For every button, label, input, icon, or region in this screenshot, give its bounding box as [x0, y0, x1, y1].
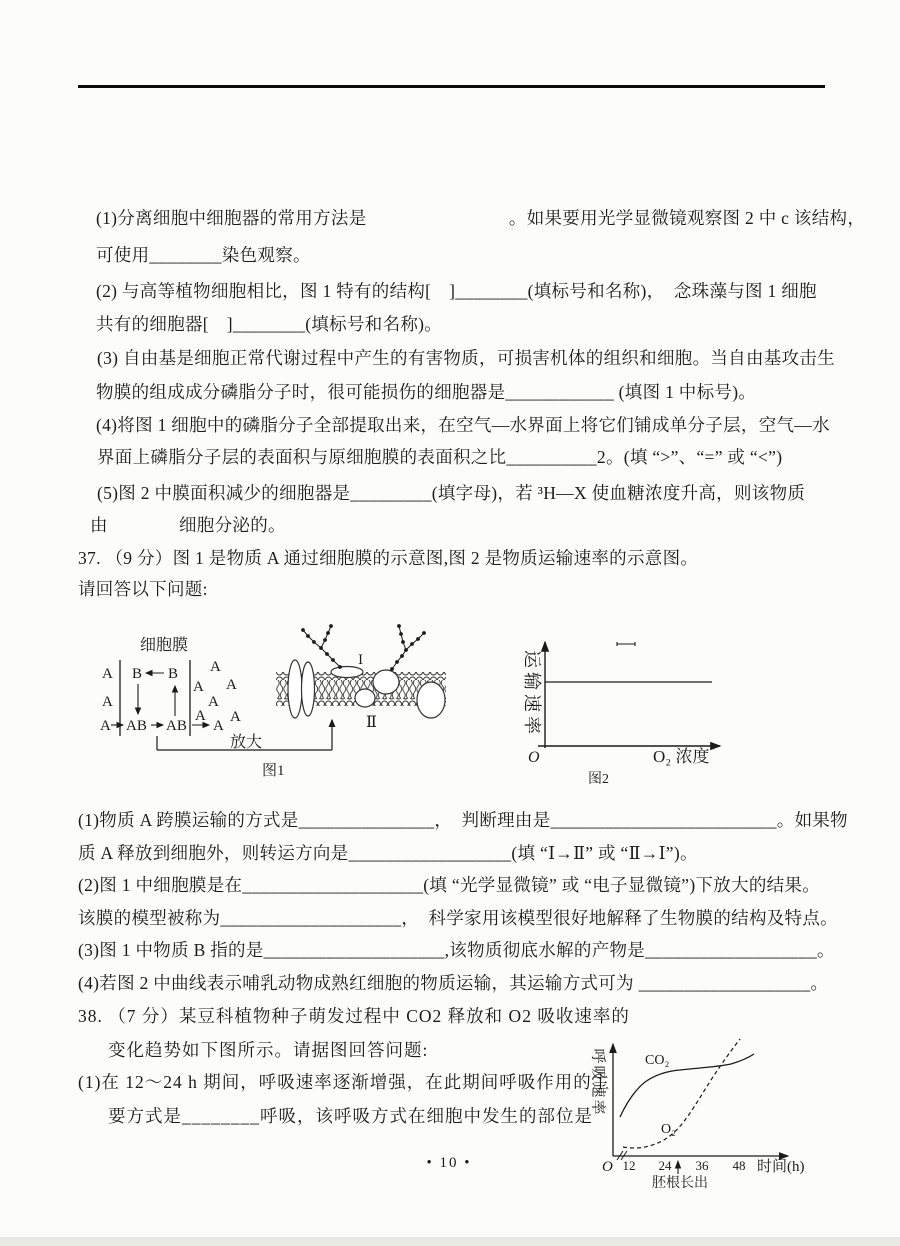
- molecule-a: A: [208, 694, 219, 710]
- figure2-caption: 图2: [588, 772, 609, 787]
- membrane-label: 细胞膜: [140, 637, 189, 654]
- doc-line: 质 A 释放到细胞外，则转运方向是__________________(填 “Ⅰ→Ⅱ” 或 “Ⅱ→Ⅰ”)。: [78, 843, 698, 863]
- x-tick: 48: [732, 1158, 746, 1173]
- x-tick: 12: [622, 1158, 636, 1173]
- doc-line: (2) 与高等植物细胞相比，图 1 特有的结构[ ]________(填标号和名称)， 念珠藻与图 1 细胞: [96, 281, 817, 301]
- doc-line: (3)图 1 中物质 B 指的是____________________,该物质彻底水解的产物是___________________。: [78, 940, 835, 960]
- doc-line: (4)若图 2 中曲线表示哺乳动物成熟红细胞的物质运输，其运输方式可为 ___________________。: [78, 973, 829, 993]
- o2-curve: [623, 1039, 740, 1148]
- molecule-a: A: [193, 679, 204, 695]
- doc-line: (2)图 1 中细胞膜是在____________________(填 “光学显微镜” 或 “电子显微镜”)下放大的结果。: [78, 875, 821, 895]
- molecule-b: B: [168, 666, 179, 682]
- molecule-a: A: [102, 666, 113, 682]
- molecule-a: A: [230, 709, 241, 725]
- glyco-chain: [390, 624, 426, 671]
- doc-line: 界面上磷脂分子层的表面积与原细胞膜的表面积之比__________2。(填 “>”、“=” 或 “<”): [97, 447, 783, 467]
- doc-line: 可使用________染色观察。: [96, 245, 311, 265]
- doc-line: 37. （9 分）图 1 是物质 A 通过细胞膜的示意图,图 2 是物质运输速率的示意图。: [78, 548, 699, 568]
- doc-line: (1)物质 A 跨膜运输的方式是_______________， 判断理由是_________________________。如果物: [78, 810, 848, 830]
- embedded-protein: [373, 670, 399, 694]
- fig2-ylabel: 运输速率: [522, 650, 542, 738]
- doc-line: (1)在 12～24 h 期间，呼吸速率逐渐增强，在此期间呼吸作用的主: [78, 1072, 611, 1092]
- figure-1: [90, 612, 460, 794]
- doc-line: 共有的细胞器[ ]________(填标号和名称)。: [96, 314, 443, 334]
- doc-line: (1)分离细胞中细胞器的常用方法是 。如果要用光学显微镜观察图 2 中 c 该结构，: [96, 208, 866, 228]
- x-tick: 24: [658, 1158, 672, 1173]
- molecule-a: A: [226, 677, 237, 693]
- doc-line: 38. （7 分）某豆科植物种子萌发过程中 CO2 释放和 O2 吸收速率的: [78, 1006, 630, 1026]
- doc-line: (4)将图 1 细胞中的磷脂分子全部提取出来，在空气—水界面上将它们铺成单分子层，空气—水: [96, 415, 830, 435]
- co2-label: CO₂: [645, 1053, 670, 1068]
- doc-line: (3) 自由基是细胞正常代谢过程中产生的有害物质，可损害机体的组织和细胞。当自由基攻击生: [97, 348, 835, 368]
- legend-dash: [617, 642, 635, 646]
- embedded-protein: [355, 689, 375, 707]
- doc-line: 物膜的组成成分磷脂分子时，很可能损伤的细胞器是____________ (填图 1 中标号)。: [96, 382, 757, 402]
- x-tick: 36: [695, 1158, 709, 1173]
- origin-label: O: [602, 1159, 613, 1175]
- magnify-label: 放大: [230, 734, 263, 751]
- channel-protein: [288, 660, 302, 718]
- annotation-label: 胚根长出: [652, 1176, 708, 1191]
- molecule-a: A: [213, 718, 224, 734]
- molecule-a: A: [195, 708, 206, 724]
- molecule-a: A: [210, 659, 221, 675]
- fig38-xlabel: 时间(h): [757, 1159, 805, 1175]
- complex-ab: AB: [126, 718, 147, 734]
- surface-protein: [331, 667, 363, 678]
- complex-ab: AB: [166, 718, 187, 734]
- doc-line: 该膜的模型被称为____________________， 科学家用该模型很好地解释了生物膜的结构及特点。: [78, 908, 838, 928]
- figure-38: [585, 1030, 885, 1195]
- doc-line: 要方式是________呼吸，该呼吸方式在细胞中发生的部位是: [108, 1106, 593, 1126]
- header-rule: [78, 85, 825, 88]
- molecule-b: B: [132, 666, 143, 682]
- region-label-1: Ⅰ: [358, 652, 364, 667]
- doc-line: (5)图 2 中膜面积减少的细胞器是_________(填字母)，若 ³H—X 使血糖浓度升高，则该物质: [97, 483, 806, 503]
- doc-line: 由 细胞分泌的。: [90, 515, 286, 535]
- doc-line: 请回答以下问题:: [78, 579, 208, 599]
- figure-2: [490, 615, 820, 790]
- co2-curve: [620, 1054, 754, 1117]
- o2-label: O₂: [661, 1122, 676, 1137]
- embedded-protein: [417, 682, 445, 718]
- doc-line: 变化趋势如下图所示。请据图回答问题:: [108, 1040, 429, 1060]
- page-number: • 10 •: [426, 1155, 472, 1171]
- molecule-a: A: [100, 718, 111, 734]
- origin-label: O: [528, 749, 540, 766]
- page-edge: [0, 1237, 900, 1246]
- fig38-ylabel: 呼吸速率: [589, 1048, 606, 1117]
- fig2-xlabel: O₂ 浓度: [653, 747, 710, 766]
- molecule-a: A: [102, 694, 113, 710]
- figure1-caption: 图1: [262, 763, 285, 779]
- region-label-2: Ⅱ: [366, 714, 377, 731]
- channel-protein: [302, 662, 315, 716]
